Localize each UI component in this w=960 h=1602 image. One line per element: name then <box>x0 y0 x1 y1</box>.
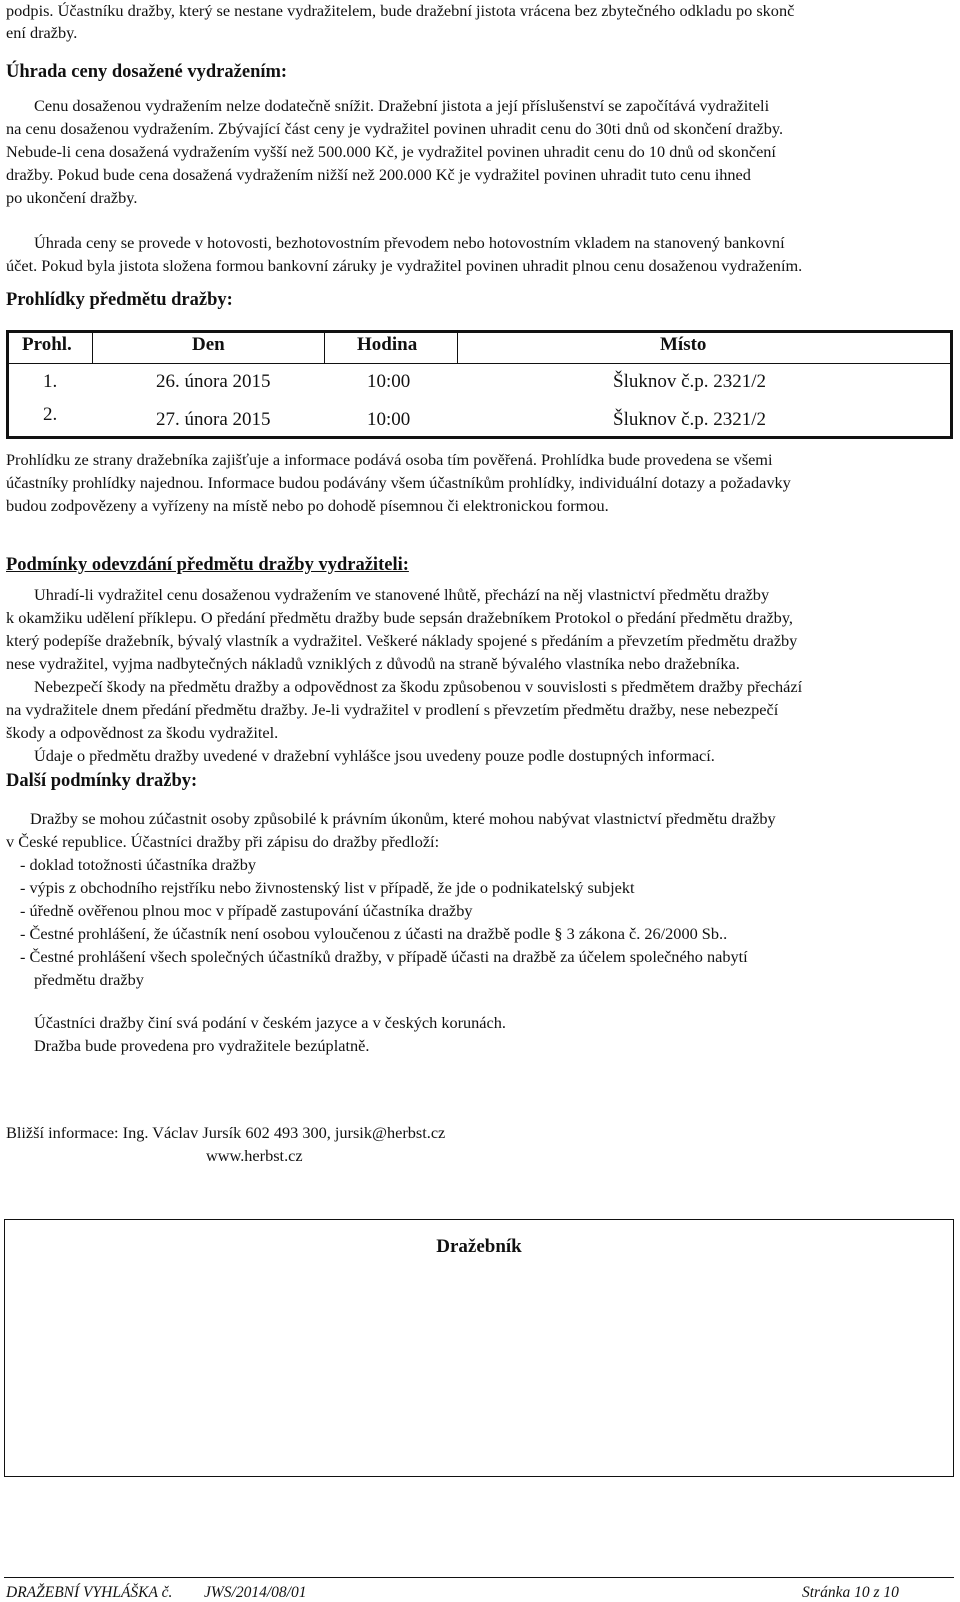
payment-line: Cenu dosaženou vydražením nelze dodatečně snížit. Dražební jistota a její příslušenství se započítává vydražiteli <box>34 96 770 115</box>
column-header-hodina: Hodina <box>357 334 418 355</box>
auctioneer-label: Dražebník <box>436 1236 522 1257</box>
closing-line: Dražba bude provedena pro vydražitele bezúplatně. <box>34 1036 370 1055</box>
handover-line: nese vydražitel, vyjma nadbytečných nákladů vzniklých z důvodů na straně bývalého vlastníka nebo dražebníka. <box>6 654 740 673</box>
handover-line: k okamžiku udělení příklepu. O předání předmětu dražby bude sepsán dražebníkem Protokol o předání předmětu dražby, <box>6 608 793 627</box>
handover-line: Nebezpečí škody na předmětu dražby a odpovědnost za škodu způsobenou v souvislosti s předmětem dražby přechází <box>34 677 803 696</box>
other-line: v České republice. Účastníci dražby při zápisu do dražby předloží: <box>6 832 440 851</box>
table-cell-number: 2. <box>43 404 58 425</box>
column-header-prohl: Prohl. <box>22 334 72 355</box>
footer-reference: JWS/2014/08/01 <box>204 1584 307 1601</box>
payment-line: Nebude-li cena dosažená vydražením vyšší než 500.000 Kč, je vydražitel povinen uhradit cenu do 10 dnů od skončení <box>6 142 776 161</box>
other-conditions-heading: Další podmínky dražby: <box>6 771 198 791</box>
payment-method-line: účet. Pokud byla jistota složena formou bankovní záruky je vydražitel povinen uhradit plnou cenu dosaženou vydražením. <box>6 256 803 275</box>
handover-line: škody a odpovědnost za škodu vydražitel. <box>6 723 279 742</box>
payment-heading: Úhrada ceny dosažené vydražením: <box>6 62 288 82</box>
table-cell-time: 10:00 <box>367 371 411 392</box>
intro-line-2: ení dražby. <box>6 23 78 42</box>
table-cell-date: 26. února 2015 <box>156 371 271 392</box>
footer-document-title: DRAŽEBNÍ VYHLÁŠKA č. <box>6 1584 173 1601</box>
footer-rule <box>4 1577 954 1578</box>
payment-method-line: Úhrada ceny se provede v hotovosti, bezhotovostním převodem nebo hotovostním vkladem na stanovený bankovní <box>34 233 785 252</box>
footer-page-number: Stránka 10 z 10 <box>802 1584 899 1601</box>
table-column-rule <box>457 333 458 363</box>
handover-line: na vydražitele dnem předání předmětu dražby. Je-li vydražitel v prodlení s převzetím předmětu dražby, nese nebezpečí <box>6 700 779 719</box>
requirement-item: - úředně ověřenou plnou moc v případě zastupování účastníka dražby <box>20 901 473 920</box>
column-header-den: Den <box>192 334 225 355</box>
inspections-table <box>6 330 953 439</box>
payment-line: dražby. Pokud bude cena dosažená vydražením nižší než 200.000 Kč je vydražitel povinen uhradit tuto cenu ihned <box>6 165 751 184</box>
inspection-note-line: účastníky prohlídky najednou. Informace budou podávány všem účastníkům prohlídky, individuální dotazy a požadavky <box>6 473 791 492</box>
requirement-item: - Čestné prohlášení, že účastník není osobou vyloučenou z účasti na dražbě podle § 3 zákona č. 26/2000 Sb.. <box>20 924 728 943</box>
inspection-note-line: Prohlídku ze strany dražebníka zajišťuje a informace podává osoba tím pověřená. Prohlídka bude provedena se všemi <box>6 450 773 469</box>
requirement-item: - doklad totožnosti účastníka dražby <box>20 855 257 874</box>
table-column-rule <box>92 333 93 363</box>
requirement-item: - výpis z obchodního rejstříku nebo živnostenský list v případě, že jde o podnikatelský subjekt <box>20 878 635 897</box>
payment-line: po ukončení dražby. <box>6 188 138 207</box>
inspection-note-line: budou zodpovězeny a vyřízeny na místě nebo po dohodě písemnou či elektronickou formou. <box>6 496 609 515</box>
requirement-item: - Čestné prohlášení všech společných účastníků dražby, v případě účasti na dražbě za účelem společného nabytí <box>20 947 748 966</box>
other-line: Dražby se mohou zúčastnit osoby způsobilé k právním úkonům, které mohou nabývat vlastnictví předmětu dražby <box>30 809 776 828</box>
table-cell-place: Šluknov č.p. 2321/2 <box>613 409 767 430</box>
contact-website: www.herbst.cz <box>206 1146 303 1165</box>
handover-line: Uhradí-li vydražitel cenu dosaženou vydražením ve stanovené lhůtě, přechází na něj vlastnictví předmětu dražby <box>34 585 770 604</box>
handover-line: Údaje o předmětu dražby uvedené v dražební vyhlášce jsou uvedeny pouze podle dostupných informací. <box>34 746 715 765</box>
contact-info: Bližší informace: Ing. Václav Jursík 602 493 300, jursik@herbst.cz <box>6 1123 446 1142</box>
closing-line: Účastníci dražby činí svá podání v českém jazyce a v českých korunách. <box>34 1013 506 1032</box>
table-header-rule <box>9 363 950 364</box>
column-header-misto: Místo <box>660 334 707 355</box>
table-cell-number: 1. <box>43 371 58 392</box>
inspections-heading: Prohlídky předmětu dražby: <box>6 290 233 310</box>
payment-line: na cenu dosaženou vydražením. Zbývající část ceny je vydražitel povinen uhradit cenu do 30ti dnů od skončení dražby. <box>6 119 784 138</box>
table-cell-place: Šluknov č.p. 2321/2 <box>613 371 767 392</box>
requirement-item-continued: předmětu dražby <box>34 970 144 989</box>
table-cell-time: 10:00 <box>367 409 411 430</box>
table-column-rule <box>324 333 325 363</box>
handover-heading: Podmínky odevzdání předmětu dražby vydražiteli: <box>6 555 409 575</box>
table-cell-date: 27. února 2015 <box>156 409 271 430</box>
auctioneer-signature-box <box>4 1219 954 1477</box>
handover-line: který podepíše dražebník, bývalý vlastník a vydražitel. Veškeré náklady spojené s předáním a převzetím předmětu dražby <box>6 631 798 650</box>
intro-line-1: podpis. Účastníku dražby, který se nestane vydražitelem, bude dražební jistota vrácena bez zbytečného odkladu po skonč <box>6 1 795 20</box>
